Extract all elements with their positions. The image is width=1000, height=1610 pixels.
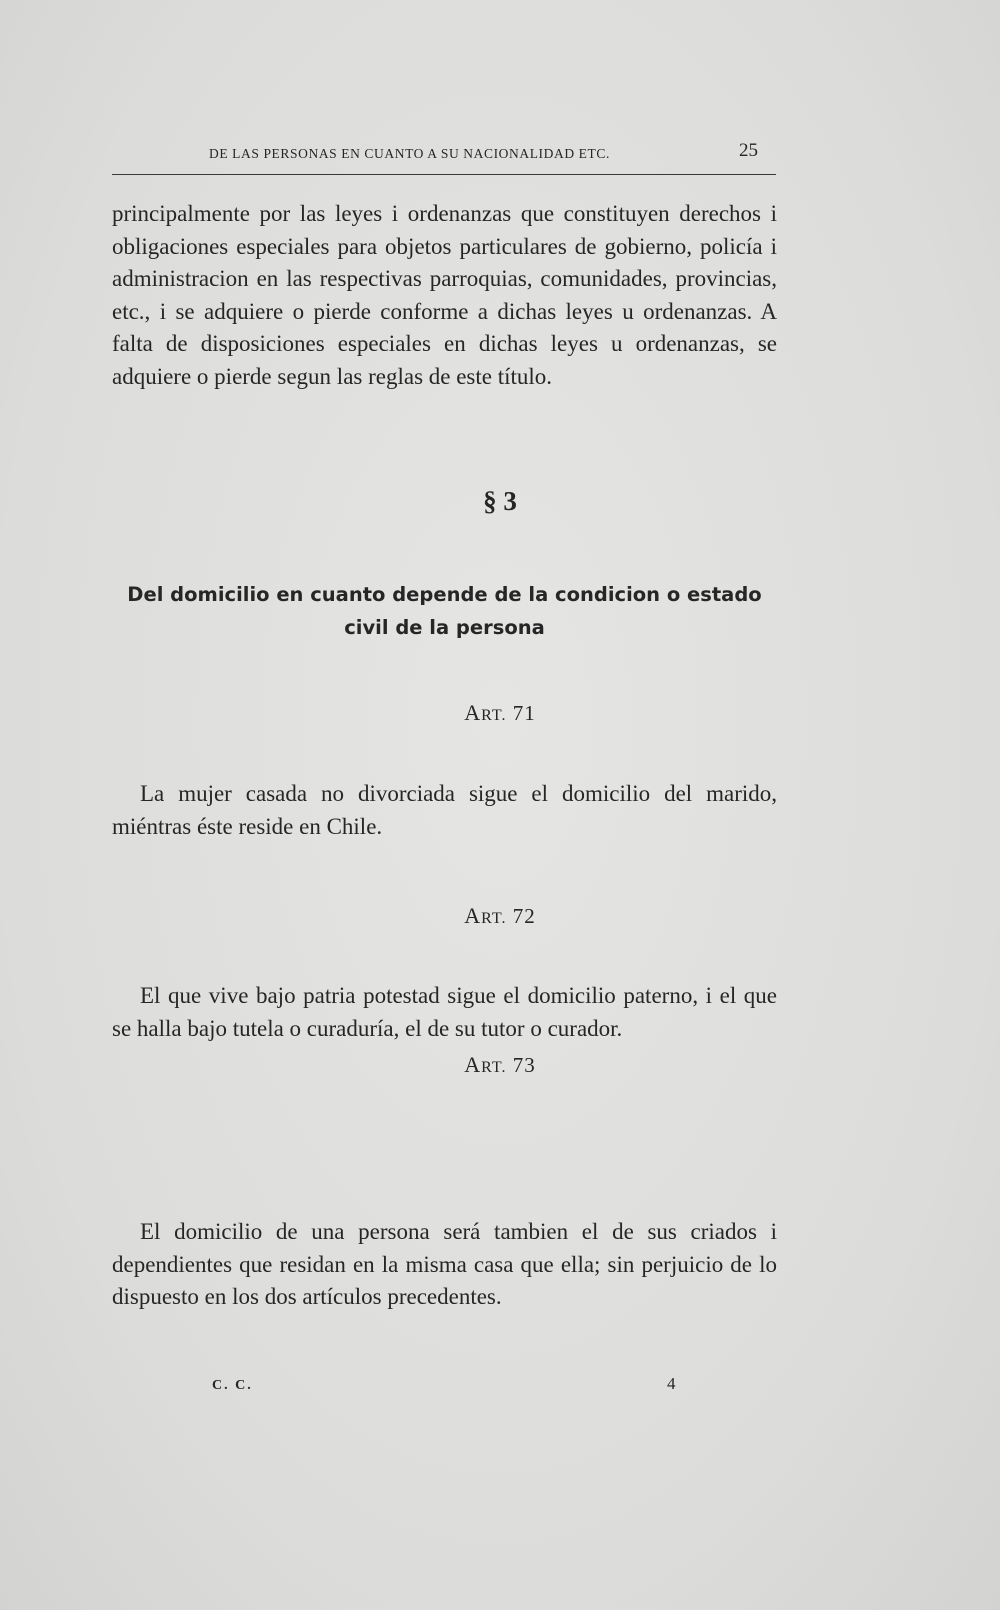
printer-signature: C. C. xyxy=(212,1378,253,1393)
article-heading-73: ART. 73 xyxy=(464,1052,536,1077)
section-mark: § 3 xyxy=(483,486,517,516)
article-72-text: El que vive bajo patria potestad sigue el domicilio paterno, i el que se halla bajo tutela o curaduría, el de su tutor o curador. xyxy=(112,983,777,1041)
intro-paragraph: principalmente por las leyes i ordenanzas que constituyen derechos i obligaciones especiales para objetos particulares de gobierno, policía i administracion en las respectivas parroquias, comunidades, provincias, etc., i se adquiere o pierde conforme a dichas leyes u ordenanzas. A falta de disposiciones especiales en dichas leyes u ordenanzas, se adquiere o pierde segun las reglas de este título. xyxy=(112,201,777,389)
running-head: DE LAS PERSONAS EN CUANTO A SU NACIONALIDAD ETC. xyxy=(209,146,610,161)
article-heading-71: ART. 71 xyxy=(464,700,536,725)
page-number: 25 xyxy=(739,140,758,161)
signature-number: 4 xyxy=(667,1374,676,1393)
article-heading-72: ART. 72 xyxy=(464,903,536,928)
header-rule xyxy=(112,174,776,175)
page-header xyxy=(112,140,776,166)
section-title: Del domicilio en cuanto depende de la condicion o estado civil de la persona xyxy=(127,583,762,639)
article-71-text: La mujer casada no divorciada sigue el domicilio del marido, miéntras éste reside en Chile. xyxy=(112,781,777,839)
article-73-text: El domicilio de una persona será tambien el de sus criados i dependientes que residan en la misma casa que ella; sin perjuicio de lo dispuesto en los dos artículos precedentes. xyxy=(112,1219,777,1309)
